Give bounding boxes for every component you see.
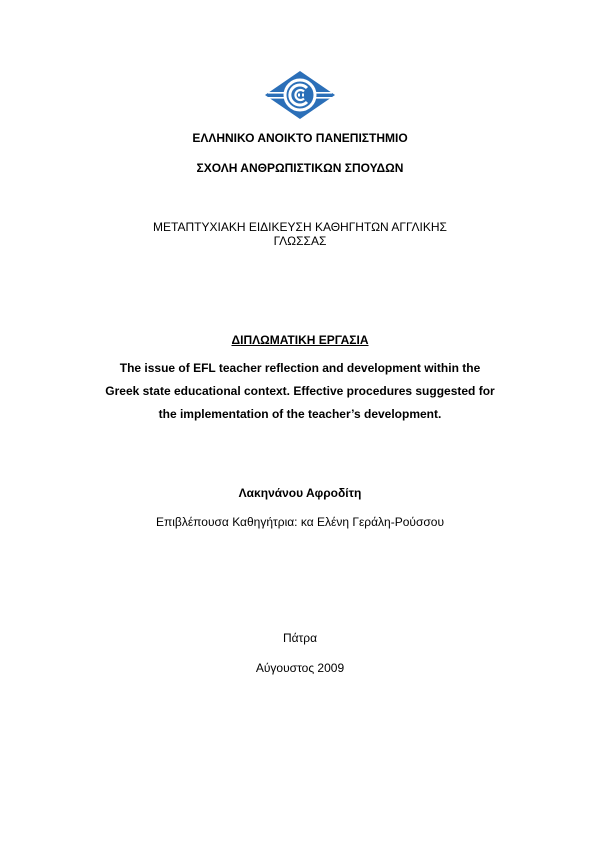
date: Αύγουστος 2009 bbox=[255, 661, 345, 675]
thesis-title-line1: The issue of EFL teacher reflection and development within the bbox=[119, 361, 481, 375]
school-name: ΣΧΟΛΗ ΑΝΘΡΩΠΙΣΤΙΚΩΝ ΣΠΟΥΔΩΝ bbox=[196, 161, 404, 175]
university-logo-icon bbox=[264, 70, 336, 120]
thesis-label: ΔΙΠΛΩΜΑΤΙΚΗ ΕΡΓΑΣΙΑ bbox=[231, 333, 369, 347]
supervisor-name: Επιβλέπουσα Καθηγήτρια: κα Ελένη Γεράλη-Ρούσσου bbox=[155, 515, 445, 529]
program-name-line1: ΜΕΤΑΠΤΥΧΙΑΚΗ ΕΙΔΙΚΕΥΣΗ ΚΑΘΗΓΗΤΩΝ ΑΓΓΛΙΚΗΣ bbox=[153, 220, 447, 234]
author-name: Λακηνάνου Αφροδίτη bbox=[238, 486, 362, 500]
thesis-title-line2: Greek state educational context. Effective procedures suggested for bbox=[105, 384, 495, 398]
university-name: ΕΛΛΗΝΙΚΟ ΑΝΟΙΚΤΟ ΠΑΝΕΠΙΣΤΗΜΙΟ bbox=[192, 131, 408, 145]
program-name-line2: ΓΛΩΣΣΑΣ bbox=[273, 234, 327, 248]
thesis-title-line3: the implementation of the teacher’s development. bbox=[158, 407, 442, 421]
city: Πάτρα bbox=[282, 631, 318, 645]
